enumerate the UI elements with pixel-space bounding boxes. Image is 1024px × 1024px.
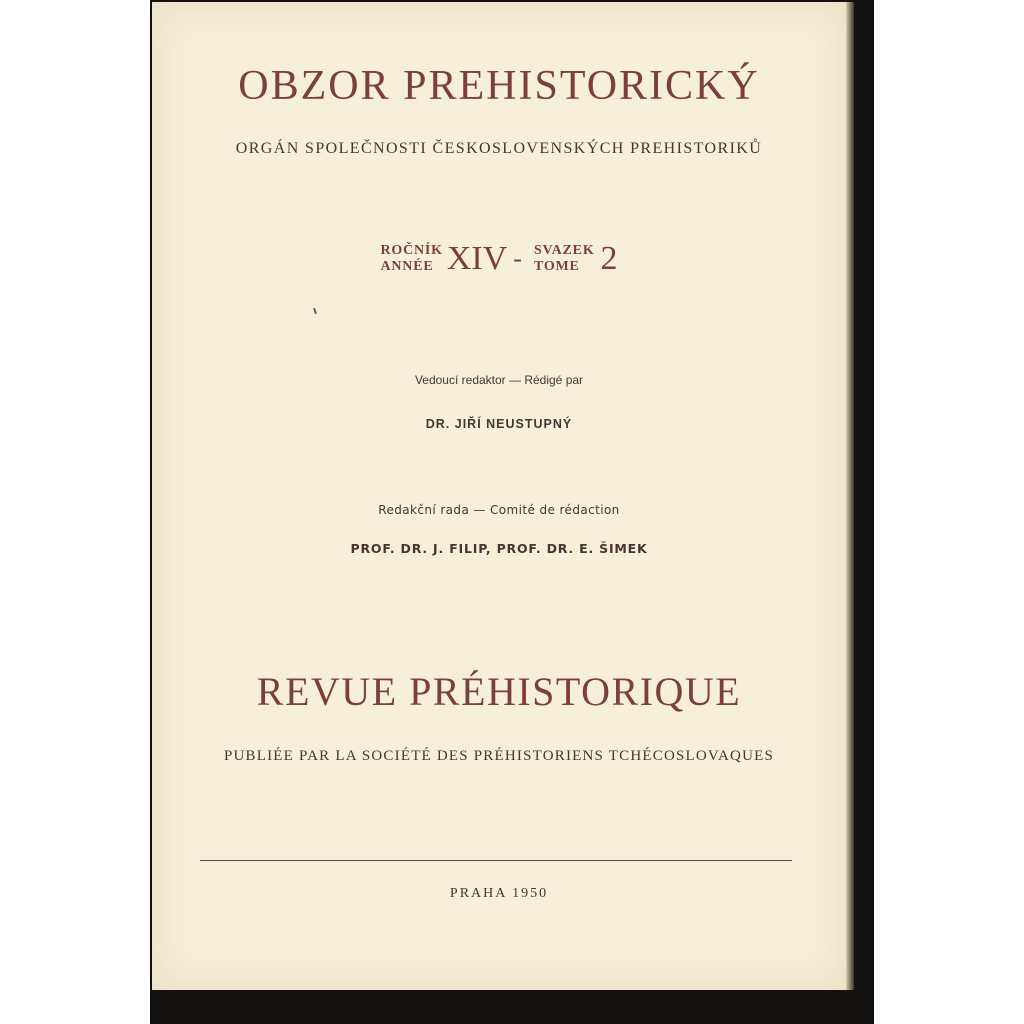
volume-info (152, 242, 846, 276)
place-year: PRAHA 1950 (449, 886, 549, 901)
issue-number: 2 (600, 240, 618, 277)
journal-title-fr: REVUE PRÉHISTORIQUE (256, 669, 742, 714)
issue-label-fr: TOME (533, 259, 580, 274)
divider-rule (200, 860, 792, 861)
journal-cover (152, 2, 846, 990)
editor-name: DR. JIŘÍ NEUSTUPNÝ (425, 417, 573, 431)
volume-label-fr: ANNÉE (380, 259, 434, 274)
volume-separator: - (513, 244, 522, 273)
issue-label-cz: SVAZEK (533, 243, 595, 258)
volume-number: XIV (446, 240, 508, 277)
volume-labels (380, 243, 442, 275)
cover-edge (846, 2, 854, 990)
paper-speck (313, 308, 317, 314)
board-names: PROF. DR. J. FILIP, PROF. DR. E. ŠIMEK (350, 541, 648, 556)
journal-title: OBZOR PREHISTORICKÝ (238, 63, 760, 109)
editor-label: Vedoucí redaktor — Rédigé par (414, 373, 584, 387)
issue-labels (534, 243, 595, 275)
board-label: Redakční rada — Comité de rédaction (378, 503, 620, 517)
journal-subtitle-fr: PUBLIÉE PAR LA SOCIÉTÉ DES PRÉHISTORIENS TCHÉCOSLOVAQUES (223, 748, 775, 764)
volume-label-cz: ROČNÍK (380, 243, 443, 258)
journal-subtitle: ORGÁN SPOLEČNOSTI ČESKOSLOVENSKÝCH PREHISTORIKŮ (235, 140, 763, 157)
